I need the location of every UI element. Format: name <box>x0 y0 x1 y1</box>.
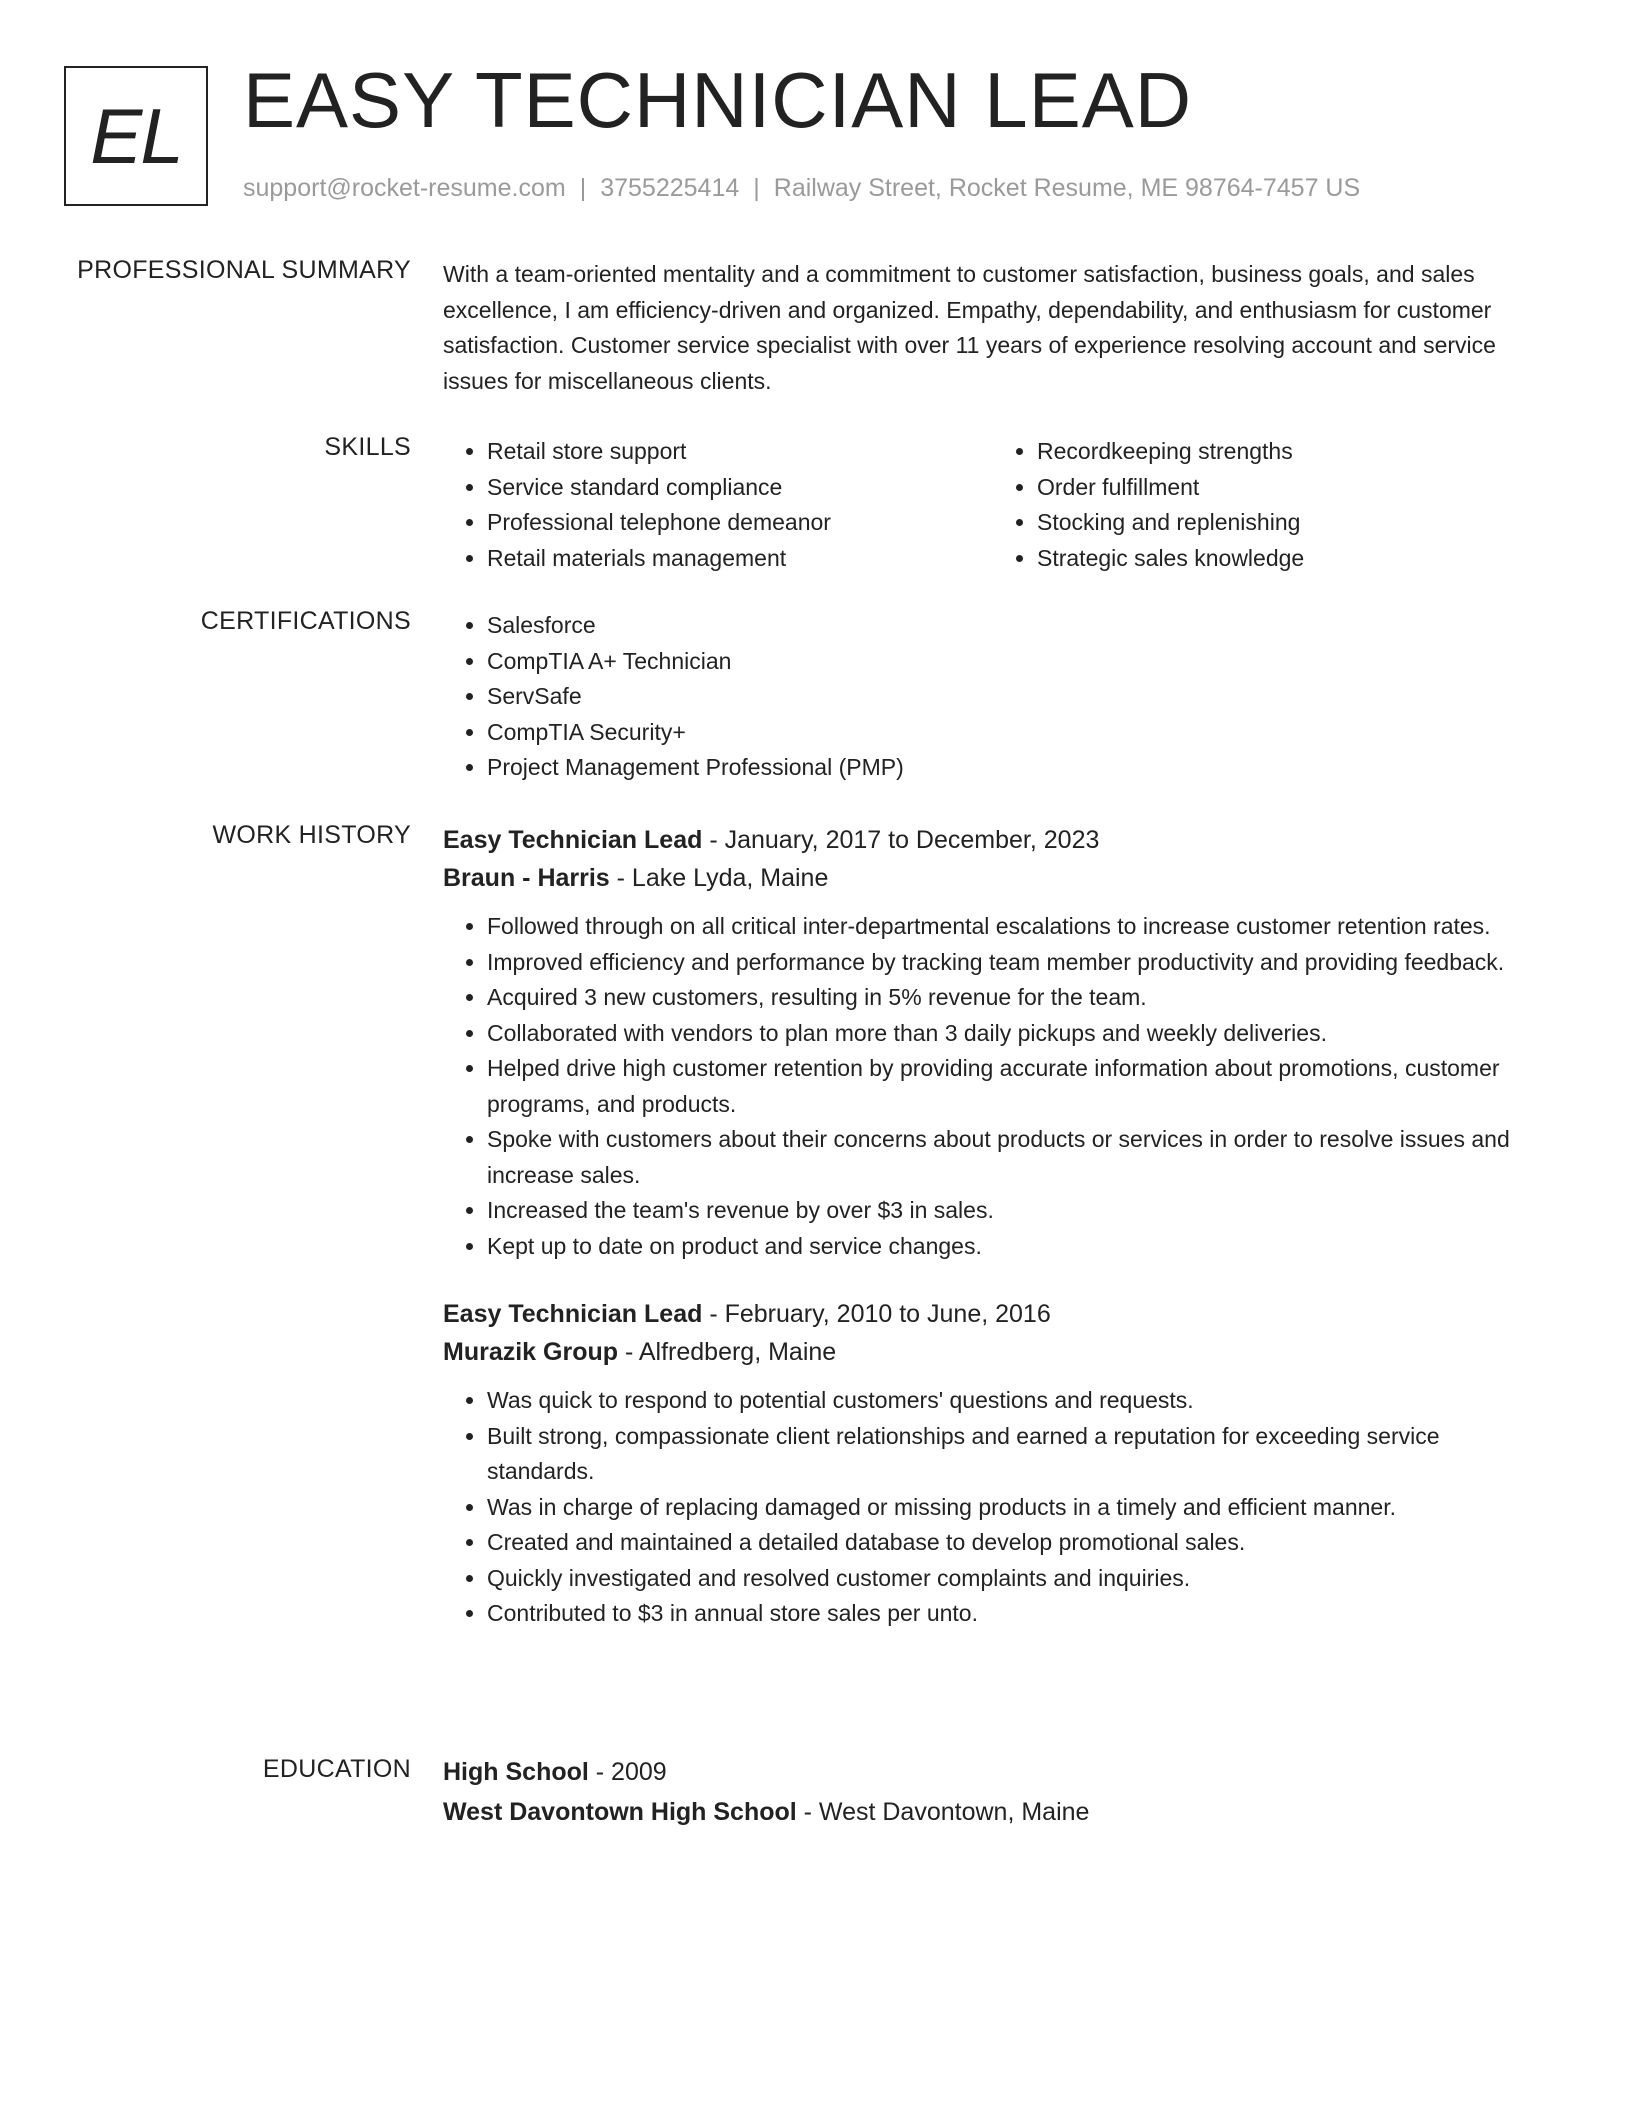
skill-item: • Retail materials management <box>487 541 993 577</box>
skills-list-right <box>993 434 1543 576</box>
education-school: West Davontown High School <box>443 1798 797 1826</box>
job-title-line <box>443 821 1543 859</box>
certification-item: • Project Management Professional (PMP) <box>487 750 1543 786</box>
skill-item: • Stocking and replenishing <box>1037 505 1543 541</box>
job-bullet: • Helped drive high customer retention by providing accurate information about promotions, customer programs, and products. <box>487 1051 1543 1122</box>
job-entry <box>443 821 1543 1264</box>
certification-item: • CompTIA Security+ <box>487 715 1543 751</box>
job-bullet: • Spoke with customers about their concerns about products or services in order to resolve issues and increase sales. <box>487 1122 1543 1193</box>
skill-item: • Recordkeeping strengths <box>1037 434 1543 470</box>
job-bullet: • Contributed to $3 in annual store sales per unto. <box>487 1596 1543 1632</box>
certification-item: • ServSafe <box>487 679 1543 715</box>
job-title: Easy Technician Lead <box>443 1300 703 1328</box>
job-location: - Alfredberg, Maine <box>618 1338 837 1366</box>
job-bullet: • Quickly investigated and resolved customer complaints and inquiries. <box>487 1561 1543 1597</box>
job-bullet: • Created and maintained a detailed database to develop promotional sales. <box>487 1525 1543 1561</box>
education-school-line <box>443 1793 1543 1831</box>
contact-line <box>243 174 1360 203</box>
job-bullet: • Was in charge of replacing damaged or missing products in a timely and efficient manner. <box>487 1490 1543 1526</box>
job-bullet: • Improved efficiency and performance by tracking team member productivity and providing feedback. <box>487 945 1543 981</box>
section-label-summary: PROFESSIONAL SUMMARY <box>77 256 411 284</box>
section-label-work-history: WORK HISTORY <box>212 821 411 849</box>
section-label-skills: SKILLS <box>324 433 411 461</box>
separator: | <box>579 174 587 202</box>
job-bullet: • Followed through on all critical inter-departmental escalations to increase customer retention rates. <box>487 909 1543 945</box>
summary-text: With a team-oriented mentality and a commitment to customer satisfaction, business goals, and sales excellence, I am efficiency-driven and organized. Empathy, dependability, and enthusiasm for customer satisfaction. Customer service specialist with over 11 years of experience resolving account and service issues for miscellaneous clients. <box>443 261 1496 394</box>
job-bullets <box>443 909 1543 1264</box>
job-bullet: • Increased the team's revenue by over $3 in sales. <box>487 1193 1543 1229</box>
education-location: - West Davontown, Maine <box>796 1798 1090 1826</box>
skill-item: • Service standard compliance <box>487 470 993 506</box>
skill-item: • Strategic sales knowledge <box>1037 541 1543 577</box>
monogram: EL <box>64 66 208 206</box>
job-company-line <box>443 859 1543 897</box>
skills-grid <box>443 434 1543 576</box>
job-company-line <box>443 1333 1543 1371</box>
skill-item: • Professional telephone demeanor <box>487 505 993 541</box>
certification-item: • Salesforce <box>487 608 1543 644</box>
job-bullet: • Built strong, compassionate client relationships and earned a reputation for exceeding service standards. <box>487 1419 1543 1490</box>
job-bullet: • Kept up to date on product and service changes. <box>487 1229 1543 1265</box>
job-company: Braun - Harris <box>443 864 610 892</box>
address: Railway Street, Rocket Resume, ME 98764-7457 US <box>773 174 1361 202</box>
job-bullet: • Was quick to respond to potential customers' questions and requests. <box>487 1383 1543 1419</box>
candidate-name: EASY TECHNICIAN LEAD <box>243 56 1193 144</box>
job-bullet: • Acquired 3 new customers, resulting in 5% revenue for the team. <box>487 980 1543 1016</box>
job-title: Easy Technician Lead <box>443 826 703 854</box>
certifications-list <box>443 608 1543 786</box>
skill-item: • Order fulfillment <box>1037 470 1543 506</box>
job-entry <box>443 1295 1543 1632</box>
job-bullets <box>443 1383 1543 1632</box>
skills-list-left <box>443 434 993 576</box>
section-label-certifications: CERTIFICATIONS <box>200 607 411 635</box>
certification-item: • CompTIA A+ Technician <box>487 644 1543 680</box>
section-label-education: EDUCATION <box>262 1755 411 1783</box>
education-year: - 2009 <box>588 1758 667 1786</box>
education-degree-line <box>443 1753 1543 1791</box>
job-dates: - January, 2017 to December, 2023 <box>702 826 1100 854</box>
job-company: Murazik Group <box>443 1338 619 1366</box>
separator: | <box>753 174 760 202</box>
job-title-line <box>443 1295 1543 1333</box>
job-bullet: • Collaborated with vendors to plan more than 3 daily pickups and weekly deliveries. <box>487 1016 1543 1052</box>
email-link[interactable]: support@rocket-resume.com <box>243 174 566 202</box>
education-degree: High School <box>443 1758 589 1786</box>
job-dates: - February, 2010 to June, 2016 <box>702 1300 1051 1328</box>
job-location: - Lake Lyda, Maine <box>609 864 829 892</box>
phone-number: 3755225414 <box>600 174 740 202</box>
skill-item: • Retail store support <box>487 434 993 470</box>
